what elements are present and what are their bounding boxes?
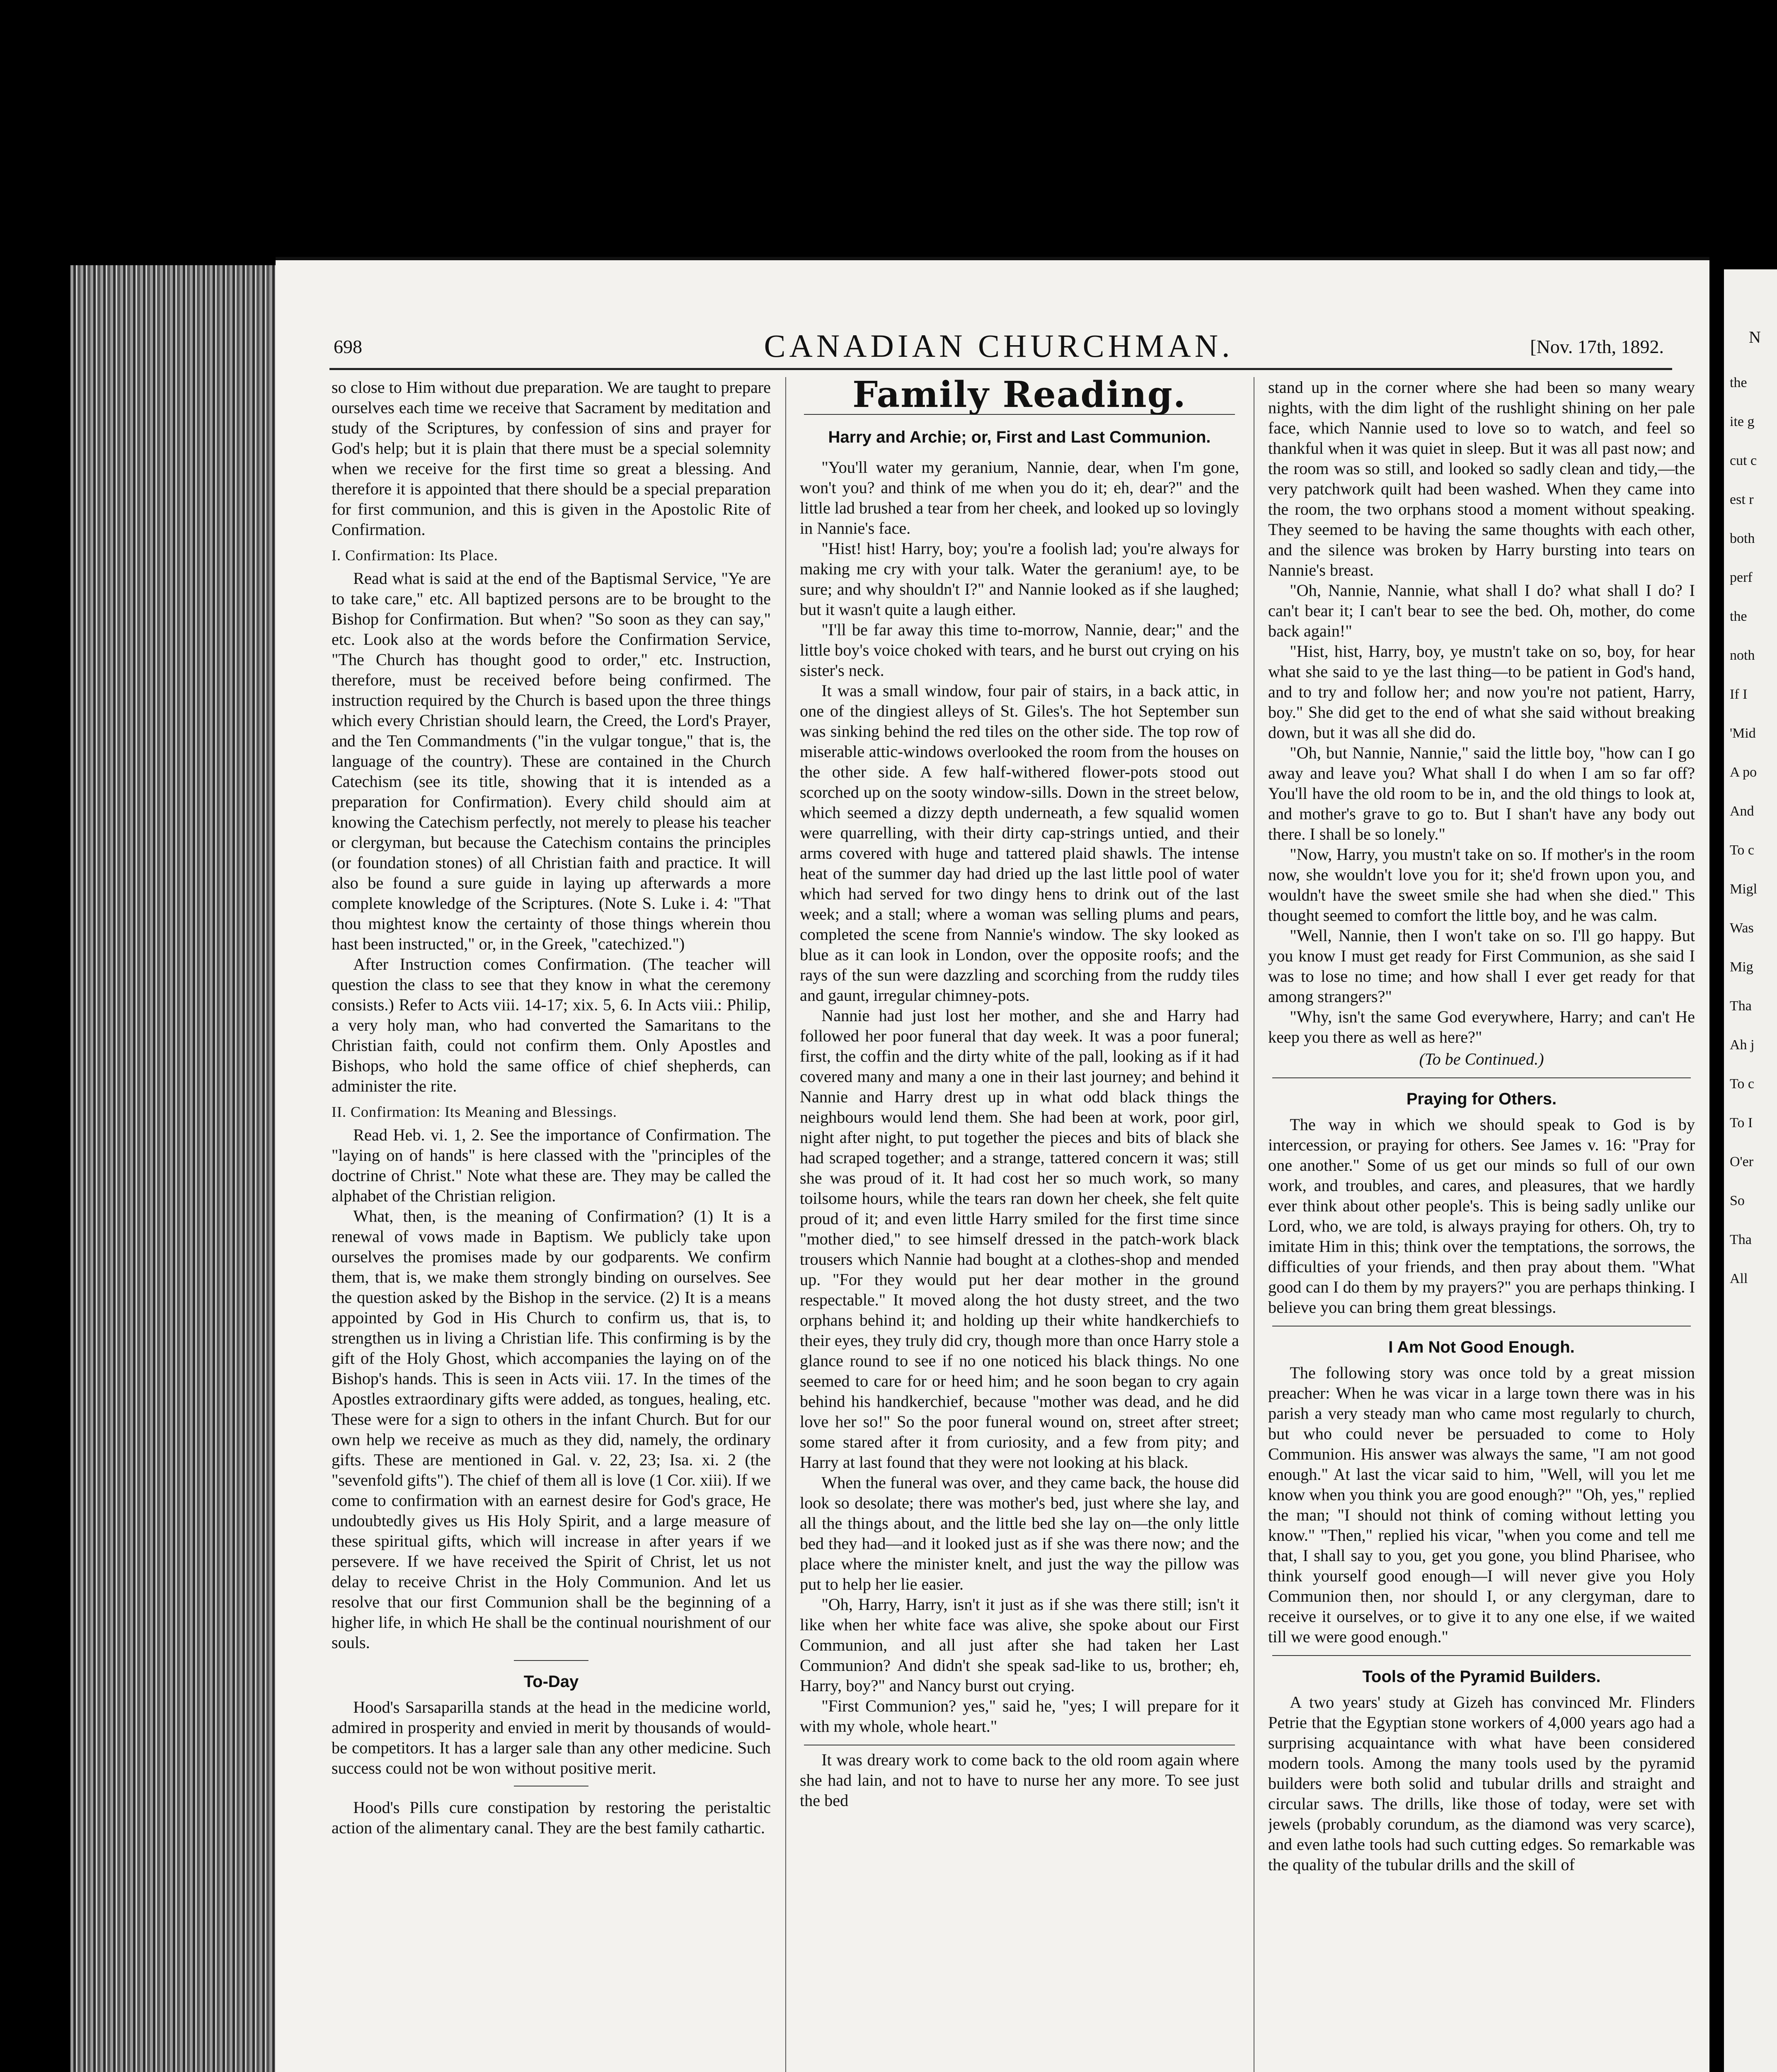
fragment-line: the bbox=[1730, 375, 1747, 390]
fragment-line: Tha bbox=[1730, 1232, 1752, 1247]
fragment-line: Was bbox=[1730, 920, 1754, 936]
page-top-border bbox=[276, 257, 1709, 260]
paragraph: A two years' study at Gizeh has convinced Mr. Flinders Petrie that the Egyptian stone workers of 4,000 years ago had a surprising acquaintance with what have been considered modern tools. Among the many tools used by the pyramid builders were both solid and tubular drills and straight and circular saws. The drills, like those of today, were set with jewels (probably corundum, as the diamond was very scarce), and even lathe tools had such cutting edges. So remarkable was the quality of the tubular drills and the skill of bbox=[1268, 1693, 1695, 1874]
paragraph: "Oh, but Nannie, Nannie," said the little boy, "how can I go away and leave you? What shall I do when I am so far off? You'll have the old room to be in, and the old things to look at, and mother's grave to go to. But I shan't have any body out there. I shall be so lonely." bbox=[1268, 743, 1695, 843]
fragment-line: All bbox=[1730, 1271, 1748, 1286]
fragment-line: ite g bbox=[1730, 414, 1755, 429]
paragraph: "Oh, Harry, Harry, isn't it just as if she was there still; isn't it like when her white face was alive, she spoke about our First Communion, and all just after she had taken her Last Communion? And didn't she speak sad-like to us, brother; eh, Harry, boy?" and Nancy burst out crying. bbox=[800, 1595, 1239, 1695]
paragraph: The following story was once told by a great mission preacher: When he was vicar in a large town there was in his parish a very steady man who came most regularly to church, but who could never be persuaded to come to Holy Communion. His answer was always the same, "I am not good enough." At last the vicar said to him, "Well, will you let me know when you think you are good enough?" "Oh, yes," replied the man; "I should not think of coming without letting you know." "Then," replied his vicar, "when you come and tell me that, I shall say to you, get you gone, you blind Pharisee, who think yourself good enough—I will never give you Holy Communion then, nor should I, or any clergyman, dare to receive it ourselves, or to give it to any one else, if we waited till we were good enough." bbox=[1268, 1363, 1695, 1646]
fragment-line: cut c bbox=[1730, 453, 1757, 468]
paragraph: The way in which we should speak to God is by intercession, or praying for others. See James v. 16: "Pray for one another." Some of us get our minds so full of our own work, and troubles, and cares, and pleasures, that we hardly ever think about other people's. This is being sadly unlike our Lord, who, we are told, is always praying for others. Oh, try to imitate Him in this; think over the temptations, the sorrows, the difficulties of your friends, and then pray about them. "What good can I do them by my prayers?" you are perhaps thinking. I believe you can bring them great blessings. bbox=[1268, 1115, 1695, 1317]
fragment-line: If I bbox=[1730, 687, 1748, 702]
fragment-line: Ah j bbox=[1730, 1037, 1755, 1053]
fragment-line: both bbox=[1730, 531, 1755, 546]
fragment-line: And bbox=[1730, 804, 1754, 819]
fragment-line: To c bbox=[1730, 1076, 1754, 1092]
paragraph: "First Communion? yes," said he, "yes; I will prepare for it with my whole, whole heart." bbox=[800, 1697, 1239, 1736]
fragment-line: Migl bbox=[1730, 881, 1758, 897]
paragraph: When the funeral was over, and they came back, the house did look so desolate; there was mother's bed, just where she lay, and all the things about, and the little bed she lay on—the only little bed they had—and it looked just as if she was there now; and the place where the minister knelt, and just the way the pillow was put to help her lie easier. bbox=[800, 1473, 1239, 1593]
article-heading: Tools of the Pyramid Builders. bbox=[1362, 1668, 1601, 1686]
paragraph: "You'll water my geranium, Nannie, dear, when I'm gone, won't you? and think of me when you do it; eh, dear?" and the little lad brushed a tear from her cheek, and looked up so lovingly in Nannie's face. bbox=[800, 458, 1239, 537]
fragment-line: noth bbox=[1730, 648, 1755, 663]
issue-date: [Nov. 17th, 1892. bbox=[1530, 336, 1664, 357]
article-heading: To-Day bbox=[523, 1673, 579, 1691]
paragraph: "I'll be far away this time to-morrow, Nannie, dear;" and the little boy's voice choked with tears, and he burst out crying on his sister's neck. bbox=[800, 620, 1239, 680]
paragraph: Nannie had just lost her mother, and she and Harry had followed her poor funeral that day week. It was a poor funeral; first, the coffin and the dirty white of the pall, looking as if it had covered many and many a one in their last journey; and behind it Nannie and Harry drest up in what odd black things the neighbours would lend them. She had been at work, poor girl, night after night, to put together the pieces and bits of black she had scraped together; and a strange, tattered concern it was; still she was proud of it. It had cost her so much work, so many toilsome hours, while the tears ran down her cheek, she felt quite proud of it; and even little Harry smiled for the first time since "mother died," to see himself dressed in the patch-work black trousers which Nannie had bought at a clothes-shop and mended up. "For they would put her dear mother in the ground respectable." It moved along the hot dusty street, and the two orphans behind it; and holding up their white handkerchiefs to their eyes, they truly did cry, though more than once Harry stole a glance round to see if no one noticed his black things. No one seemed to care for or heed him; and he soon began to cry again behind his handkerchief, because "mother was dead, and he did love her so!" So the poor funeral wound on, street after street; some stared after it from curiosity, and a few from pity; and Harry at last found that they were not looking at his black. bbox=[800, 1006, 1239, 1472]
paragraph: stand up in the corner where she had been so many weary nights, with the dim light of the rushlight shining on her pale face, which Nannie used to love so to watch, and feel so thankful when it was quiet in sleep. But it was all past now; and the room was so still, and looked so sadly clean and tidy,—the very patchwork quilt had been washed. When they came into the room, the two orphans stood a moment without speaking. They seemed to be having the same thoughts with each other, and the silence was broken by Harry bursting into tears on Nannie's breast. bbox=[1268, 378, 1695, 579]
adjacent-page-header: N bbox=[1749, 328, 1761, 346]
continued-note: (To be Continued.) bbox=[1419, 1050, 1544, 1068]
page-number: 698 bbox=[334, 336, 362, 357]
fragment-line: O'er bbox=[1730, 1154, 1754, 1169]
paragraph: Hood's Sarsaparilla stands at the head in the medicine world, admired in prosperity and envied in merit by thousands of would-be competitors. It has a larger sale than any other medicine. Such success could not be won without positive merit. bbox=[332, 1698, 771, 1777]
adjacent-page-fragment bbox=[1724, 269, 1777, 2072]
paragraph: "Hist, hist, Harry, boy, ye mustn't take on so, boy, for hear what she said to ye the last thing—to be patient in God's hand, and to try and follow her; and now you're not patient, Harry, boy." She did get to the end of what she said without breaking down, but it was all she did do. bbox=[1268, 642, 1695, 742]
paragraph: "Now, Harry, you mustn't take on so. If mother's in the room now, she wouldn't love you for it; she'd frown upon you, and wouldn't have the sweet smile she had when she died." This thought seemed to comfort the little boy, and he was calm. bbox=[1268, 845, 1695, 925]
paragraph: "Well, Nannie, then I won't take on so. I'll go happy. But you know I must get ready for First Communion, as she said I was to lose no time; and how shall I ever get ready for that among strangers?" bbox=[1268, 926, 1695, 1006]
fragment-line: Mig bbox=[1730, 959, 1753, 975]
newspaper-page bbox=[276, 257, 1709, 2072]
column-2 bbox=[800, 377, 1239, 2072]
column-1 bbox=[332, 377, 771, 2072]
paragraph: Hood's Pills cure constipation by restoring the peristaltic action of the alimentary canal. They are the best family cathartic. bbox=[332, 1798, 771, 1837]
page-header bbox=[334, 327, 1664, 365]
fragment-line: the bbox=[1730, 609, 1747, 624]
separator bbox=[1272, 1077, 1691, 1078]
paragraph: It was a small window, four pair of stairs, in a back attic, in one of the dingiest alleys of St. Giles's. The hot September sun was sinking behind the red tiles on the other side. The top row of miserable attic-windows overlooked the room from the houses on the other side. A few half-withered flower-pots stood out scorched up on the sooty window-sills. Down in the street below, which seemed a dizzy depth underneath, a few squalid women were quarrelling, with their dirty cap-strings untied, and their arms covered with huge and tattered plaid shawls. The intense heat of the summer day had dried up the last little pool of water which had served for two dingy hens to drink out of the last week; and a stall; where a woman was selling plums and pears, completed the scene from Nannie's window. The sky looked as blue as it can look in London, over the opposite roofs; and the rays of the sun were dazzling and scorching from the ruddy tiles and gaunt, irregular chimney-pots. bbox=[800, 681, 1239, 1005]
fragment-line: 'Mid bbox=[1730, 726, 1756, 741]
fragment-line: To c bbox=[1730, 842, 1754, 858]
article-heading: Praying for Others. bbox=[1406, 1090, 1557, 1108]
section-masthead: Family Reading. bbox=[852, 377, 1186, 416]
fragment-line: A po bbox=[1730, 765, 1757, 780]
article-heading: I Am Not Good Enough. bbox=[1388, 1338, 1575, 1356]
publication-title: CANADIAN CHURCHMAN. bbox=[764, 328, 1234, 364]
fragment-line: So bbox=[1730, 1193, 1745, 1208]
separator bbox=[514, 1660, 588, 1661]
fragment-line: Tha bbox=[1730, 998, 1752, 1014]
story-title: Harry and Archie; or, First and Last Communion. bbox=[828, 428, 1211, 446]
paragraph: "Hist! hist! Harry, boy; you're a foolish lad; you're always for making me cry with your talk. Water the geranium! aye, to be sure; and why shouldn't I?" and Nannie looked as if she laughed; but it wasn't quite a laugh either. bbox=[800, 539, 1239, 619]
paragraph: After Instruction comes Confirmation. (The teacher will question the class to see that they know in what the ceremony consists.) Refer to Acts viii. 14-17; xix. 5, 6. In Acts viii.: Philip, a very holy man, who had converted the Samaritans to the Christian faith, could not confirm them. Only Apostles and Bishops, who hold the same office of chief shepherds, can administer the rite. bbox=[332, 955, 771, 1095]
column-divider bbox=[785, 377, 786, 2072]
paragraph: Read Heb. vi. 1, 2. See the importance of Confirmation. The "laying on of hands" is here classed with the "principles of the doctrine of Christ." Note what these are. They may be called the alphabet of the Christian religion. bbox=[332, 1126, 771, 1205]
column-3 bbox=[1268, 377, 1695, 2072]
paragraph: so close to Him without due preparation. We are taught to prepare ourselves each time we receive that Sacrament by meditation and study of the Scriptures, by confession of sins and prayer for God's help; but it is plain that there must be a special solemnity when we receive for the first time so great a blessing. And therefore it is appointed that there should be a special preparation for first communion, and this is given in the Apostolic Rite of Confirmation. bbox=[332, 378, 771, 539]
section-heading: I. Confirmation: Its Place. bbox=[332, 547, 498, 564]
section-heading: II. Confirmation: Its Meaning and Blessings. bbox=[332, 1104, 617, 1120]
paragraph: Read what is said at the end of the Baptismal Service, "Ye are to take care," etc. All baptized persons are to be brought to the Bishop for Confirmation. But when? "So soon as they can say," etc. Look also at the words before the Confirmation Service, "The Church has thought good to order," etc. Instruction, therefore, must be received before being confirmed. The instruction required by the Church is based upon the three things which every Christian should learn, the Creed, the Lord's Prayer, and the Ten Commandments ("in the vulgar tongue," that is, the language of the country). These are contained in the Church Catechism (see its title, showing that it is intended as a preparation for Confirmation). Every child should aim at knowing the Catechism perfectly, not merely to please his teacher or clergyman, but because the Catechism contains the principles (or foundation stones) of all Christian faith and practice. It will also be found a sure guide in laying up afterwards a more complete knowledge of the Scriptures. (Note S. Luke i. 4: "That thou mightest know the certainty of those things wherein thou hast been instructed," or, in the Greek, "catechized.") bbox=[332, 569, 771, 953]
book-page-edges bbox=[70, 265, 286, 2072]
fragment-line: est r bbox=[1730, 492, 1754, 507]
fragment-line: To I bbox=[1730, 1115, 1753, 1130]
header-rule bbox=[329, 368, 1672, 370]
adjacent-page-lines bbox=[1724, 363, 1777, 1298]
paragraph: What, then, is the meaning of Confirmation? (1) It is a renewal of vows made in Baptism. We publicly take upon ourselves the promises made by our godparents. We confirm them, that is, we make them strongly binding on ourselves. See the question asked by the Bishop in the service. (2) It is a means appointed by God in His Church to confirm us, that is, to strengthen us in living a Christian life. This confirming is by the gift of the Holy Ghost, which accompanies the laying on of the Bishop's hands. This is seen in Acts viii. 17. In the times of the Apostles extraordinary gifts were added, as tongues, healing, etc. These were for a sign to others in the infant Church. But for our own help we receive as much as they did, namely, the ordinary gifts. These are mentioned in Gal. v. 22, 23; Isa. xi. 2 (the "sevenfold gifts"). The chief of them all is love (1 Cor. xiii). If we come to confirmation with an earnest desire for God's grace, He undoubtedly gives us His Holy Spirit, and a large measure of these spiritual gifts, which will increase in after years if we persevere. If we have received the Spirit of Christ, let us not delay to receive Christ in the Holy Communion. And let us resolve that our first Communion shall be the beginning of a higher life, in which He shall be the continual nourishment of our souls. bbox=[332, 1207, 771, 1652]
paragraph: "Why, isn't the same God everywhere, Harry; and can't He keep you there as well as here?" bbox=[1268, 1007, 1695, 1046]
paragraph: "Oh, Nannie, Nannie, what shall I do? what shall I do? I can't bear it; I can't bear to see the bed. Oh, mother, do come back again!" bbox=[1268, 581, 1695, 640]
paragraph: It was dreary work to come back to the old room again where she had lain, and not to have to nurse her any more. To see just the bed bbox=[800, 1750, 1239, 1810]
fragment-line: perf bbox=[1730, 570, 1753, 585]
separator bbox=[1272, 1655, 1691, 1656]
